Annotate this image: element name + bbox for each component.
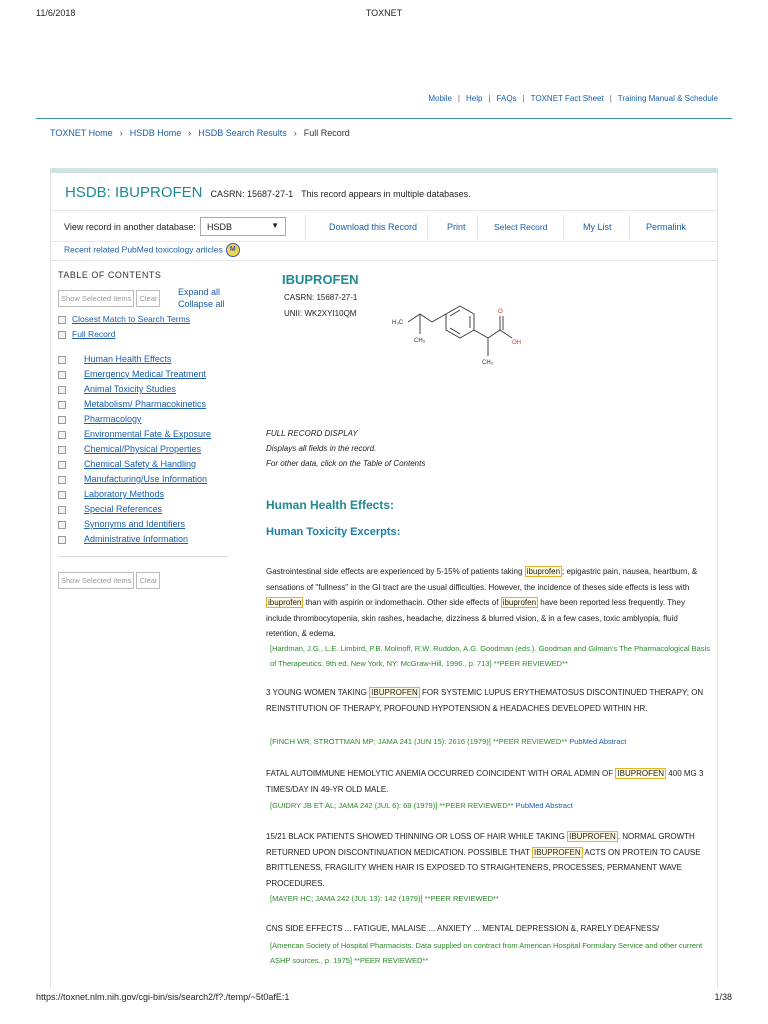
excerpt-text: ; epigastric pain, nausea, heartburn, & sensations of "fullness" in the GI tract are the usual difficulties. However, the incidence of theses side effects is less with [266,567,698,592]
help-link[interactable]: Help [466,94,483,103]
full-record-checkbox[interactable] [58,331,66,339]
toc-link-animal-toxicity[interactable]: Animal Toxicity Studies [84,384,176,394]
pubmed-articles-link[interactable]: Recent related PubMed toxicology articles [64,244,223,255]
toolbar-divider [563,215,564,239]
section-checkbox[interactable] [58,371,66,379]
toc-divider [58,556,228,557]
download-record-link[interactable]: Download this Record [329,222,418,232]
toc-section-item [58,384,211,399]
excerpt-paragraph [266,685,711,716]
section-checkbox[interactable] [58,461,66,469]
breadcrumb-toxnet-home[interactable]: TOXNET Home [50,128,113,138]
chemical-name: IBUPROFEN [282,272,359,287]
print-title: TOXNET [365,8,403,18]
excerpt-text: 15/21 BLACK PATIENTS SHOWED THINNING OR LOSS OF HAIR WHILE TAKING [266,832,565,841]
excerpt-text: have been reported less frequently. They include thrombocytopenia, skin rashes, headache, dizziness & blurred vision, & in a few cases, toxic amblyopia, fluid retention, & edema. [266,598,685,638]
content-unii: UNII: WK2XYI10QM [284,309,357,318]
table-of-contents [58,270,230,585]
toolbar-divider [305,215,306,239]
toc-link-manufacturing[interactable]: Manufacturing/Use Information [84,474,208,484]
structure-label: CH₃ [414,338,426,344]
toc-section-item [58,519,211,534]
toc-section-item [58,489,211,504]
content-divider [50,260,718,261]
citation: [Hardman, J.G., L.E. Limbird, P.B. Molinoff, R.W. Ruddon, A.G. Goodman (eds.). Goodman and Gilman's The Pharmacological Basis of Therapeutics. 9th ed. New York, NY: McGraw-Hill, 1996., p. 713] **PEER REVIEWED** [270,644,710,668]
closest-match-item [58,314,190,324]
clear-button[interactable]: Clear [136,290,160,307]
excerpt-text: FOR SYSTEMIC LUPUS ERYTHEMATOSUS DISCONTINUED THERAPY; ON REINSTITUTION OF THERAPY, PROFOUND HYPOTENSION & HEADACHES DEVELOPED WITHIN HR. [266,688,704,713]
record-title [65,184,471,201]
section-heading: Human Health Effects: [266,498,395,512]
print-link[interactable]: Print [447,222,466,232]
top-links: Mobile | Help | FAQs | TOXNET Fact Sheet | Training Manual & Schedule [428,94,718,103]
print-header [0,0,768,24]
search-term-highlight: IBUPROFEN [617,769,665,778]
subsection-heading: Human Toxicity Excerpts: [266,526,401,538]
chevron-right-icon: › [119,128,123,138]
collapse-all-link[interactable]: Collapse all [178,299,225,309]
search-term-highlight: ibuprofen [526,567,561,576]
toc-section-item [58,354,211,369]
database-select[interactable] [200,217,286,236]
toc-title: TABLE OF CONTENTS [58,270,162,280]
citation [270,798,710,813]
excerpt-paragraph: CNS SIDE EFFECTS ... FATIGUE, MALAISE ... ANXIETY ... MENTAL DEPRESSION &, RARELY DEAFNESS/ [266,924,660,933]
record-casrn: CASRN: 15687-27-1 [210,189,294,199]
structure-label: O [498,309,503,315]
expand-all-link[interactable]: Expand all [178,287,221,297]
section-checkbox[interactable] [58,416,66,424]
chemical-structure-image [374,294,534,404]
structure-label: H₃C [392,320,404,326]
frd-title: FULL RECORD DISPLAY [266,429,358,438]
section-checkbox[interactable] [58,386,66,394]
toc-section-item [58,429,211,444]
section-checkbox[interactable] [58,506,66,514]
search-term-highlight: ibuprofen [268,598,302,607]
toc-section-item [58,369,211,384]
excerpt-text: FATAL AUTOIMMUNE HEMOLYTIC ANEMIA OCCURRED COINCIDENT WITH ORAL ADMIN OF [266,769,614,778]
breadcrumb [50,128,350,138]
section-checkbox[interactable] [58,476,66,484]
citation-text: [GUIDRY JB ET AL; JAMA 242 (JUL 6): 68 (1979)] **PEER REVIEWED** [270,801,514,810]
search-term-highlight: IBUPROFEN [569,832,616,841]
toc-section-item [58,474,211,489]
toc-link-emergency[interactable]: Emergency Medical Treatment [84,369,207,379]
toc-section-item [58,399,211,414]
toc-section-item [58,534,211,549]
excerpt-paragraph [266,564,711,642]
closest-match-link[interactable]: Closest Match to Search Terms [72,314,190,324]
toc-link-metabolism[interactable]: Metabolism/ Pharmacokinetics [84,399,207,409]
training-link[interactable]: Training Manual & Schedule [617,94,718,103]
toc-section-item [58,459,211,474]
citation-text: [FINCH WR, STROTTMAN MP; JAMA 241 (JUN 15): 2616 (1979)] **PEER REVIEWED** [270,737,568,746]
full-record-link[interactable]: Full Record [72,329,116,339]
excerpt-paragraph [266,766,711,797]
search-term-highlight: IBUPROFEN [533,847,581,857]
breadcrumb-current: Full Record [303,128,350,138]
toc-button-row-bottom [58,572,162,589]
toc-link-chemical-safety[interactable]: Chemical Safety & Handling [84,459,197,469]
record-top-bar [51,168,717,173]
section-checkbox[interactable] [58,446,66,454]
toc-link-laboratory[interactable]: Laboratory Methods [84,489,165,499]
excerpt-text: Gastrointestinal side effects are experienced by 5-15% of patients taking [266,567,523,576]
section-checkbox[interactable] [58,491,66,499]
footer-url: https://toxnet.nlm.nih.gov/cgi-bin/sis/search2/f?./temp/~5t0afE:1 [36,992,290,1002]
frd-line: Displays all fields in the record. [266,444,377,453]
toc-expand-controls [178,286,225,310]
excerpt-text: . NORMAL GROWTH RETURNED UPON DISCONTINUATION MEDICATION. POSSIBLE THAT [266,832,695,857]
view-db-label: View record in another database: [64,222,196,232]
toc-section-item [58,504,211,519]
print-date: 11/6/2018 [36,8,76,18]
pubmed-icon[interactable]: M [226,243,240,257]
fact-sheet-link[interactable]: TOXNET Fact Sheet [530,94,604,103]
toc-section-list [58,354,211,549]
toc-section-item [58,444,211,459]
excerpt-text: ACTS ON PROTEIN TO CAUSE BRITTLENESS, FRAGILITY WHEN HAIR IS EXPOSED TO STRAIGHTENERS, PROCESSES, PERMANENT WAVE PROCEDURES. [266,847,701,888]
toc-link-pharmacology[interactable]: Pharmacology [84,414,142,424]
my-list-link[interactable]: My List [583,222,612,232]
excerpt-text: than with aspirin or indomethacin. Other side effects of [305,598,499,607]
toc-link-environmental[interactable]: Environmental Fate & Exposure [84,429,212,439]
citation [270,734,710,749]
excerpt-text: 400 MG 3 TIMES/DAY IN 49-YR OLD MALE. [266,769,704,794]
content-casrn: CASRN: 15687-27-1 [284,293,358,302]
faqs-link[interactable]: FAQs [496,94,517,103]
pubmed-abstract-link[interactable]: PubMed Abstract [515,801,573,810]
header-divider [36,118,732,119]
section-checkbox[interactable] [58,356,66,364]
section-checkbox[interactable] [58,521,66,529]
full-record-display-note [266,426,425,471]
excerpt-paragraph [266,829,711,891]
structure-label: OH [512,340,521,346]
breadcrumb-hsdb-home[interactable]: HSDB Home [129,128,182,138]
select-record-link[interactable]: Select Record [494,222,548,232]
toc-button-row [58,290,162,307]
toc-link-administrative[interactable]: Administrative Information [84,534,189,544]
chevron-right-icon: › [188,128,192,138]
show-selected-button[interactable]: Show Selected Items [58,572,134,589]
closest-match-checkbox[interactable] [58,316,66,324]
permalink-link[interactable]: Permalink [646,222,687,232]
toolbar-divider [629,215,630,239]
toc-section-item [58,414,211,429]
full-record-item [58,329,115,339]
toolbar-divider [477,215,478,239]
toc-link-chemical-physical[interactable]: Chemical/Physical Properties [84,444,202,454]
show-selected-button[interactable]: Show Selected Items [58,290,134,307]
citation: [MAYER HC; JAMA 242 (JUL 13): 142 (1979)] **PEER REVIEWED** [270,894,499,903]
toc-link-special-refs[interactable]: Special References [84,504,163,514]
structure-label: CH₃ [482,360,494,366]
toc-link-human-health[interactable]: Human Health Effects [84,354,172,364]
record-title-text: HSDB: IBUPROFEN [65,184,203,201]
pubmed-row [64,243,240,257]
citation: [American Society of Hospital Pharmacists. Data supplied on contract from American Hospital Formulary Service and other current ASHP sources., p. 1975] **PEER REVIEWED** [270,941,703,965]
pubmed-abstract-link[interactable]: PubMed Abstract [569,737,627,746]
caret-down-icon: ▼ [271,221,279,230]
section-checkbox[interactable] [58,536,66,544]
mobile-link[interactable]: Mobile [428,94,452,103]
record-note: This record appears in multiple databases. [301,189,471,199]
chevron-right-icon: › [293,128,297,138]
search-term-highlight: IBUPROFEN [371,688,418,697]
excerpt-text: 3 YOUNG WOMEN TAKING [266,688,367,697]
frd-line: For other data, click on the Table of Contents [266,459,426,468]
search-term-highlight: ibuprofen [502,598,537,607]
clear-button[interactable]: Clear [136,572,160,589]
section-checkbox[interactable] [58,431,66,439]
record-toolbar [50,210,718,242]
toc-link-synonyms[interactable]: Synonyms and Identifiers [84,519,186,529]
breadcrumb-search-results[interactable]: HSDB Search Results [198,128,287,138]
database-select-value: HSDB [207,222,233,232]
toolbar-divider [427,215,428,239]
footer-page-number: 1/38 [714,992,732,1002]
section-checkbox[interactable] [58,401,66,409]
